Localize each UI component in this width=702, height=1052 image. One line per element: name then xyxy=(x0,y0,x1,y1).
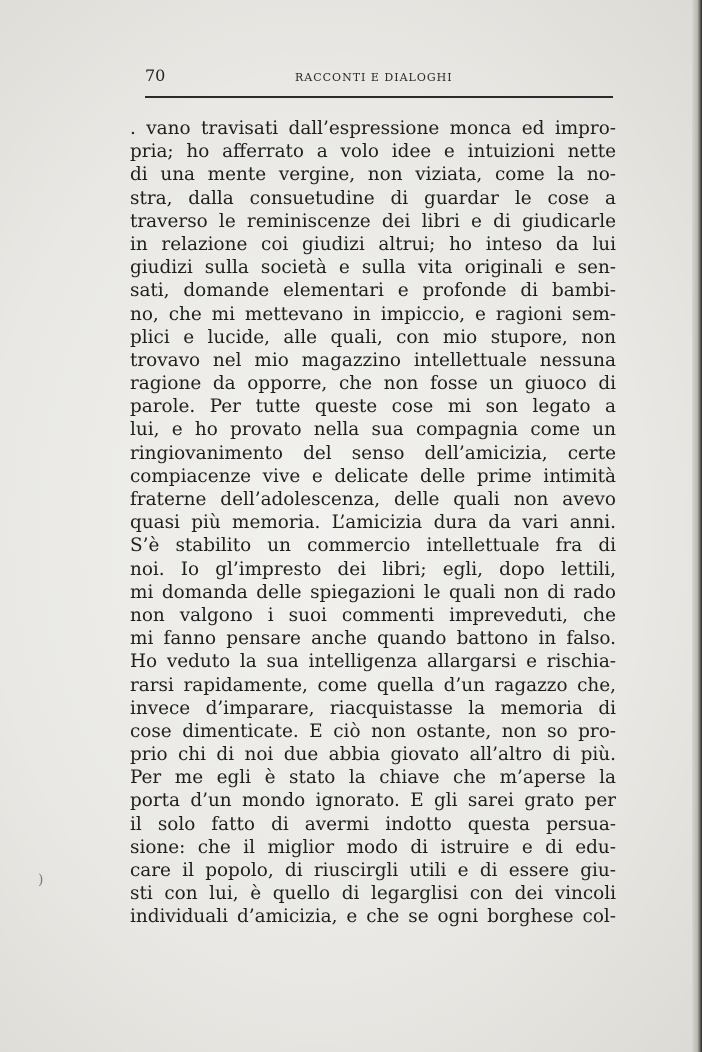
text-line: care il popolo, di riuscirgli utili e di essere giu- xyxy=(130,860,616,881)
text-line: giudizi sulla società e sulla vita originali e sen- xyxy=(130,257,616,279)
text-line: in relazione coi giudizi altrui; ho inteso da lui xyxy=(130,233,616,255)
text-line: invece d’imparare, riacquistasse la memoria di xyxy=(130,697,616,719)
running-title: RACCONTI E DIALOGHI xyxy=(295,71,453,84)
text-line: lui, e ho provato nella sua compagnia come un xyxy=(130,419,616,441)
text-line: fraterne dell’adolescenza, delle quali non avevo xyxy=(130,489,616,510)
text-line: prio chi di noi due abbia giovato all’altro di più. xyxy=(130,744,616,766)
text-line: plici e lucide, alle quali, con mio stupore, non xyxy=(130,326,616,348)
text-line: parole. Per tutte queste cose mi son legato a xyxy=(130,396,616,418)
text-line: trovavo nel mio magazzino intellettuale nessuna xyxy=(130,349,616,371)
text-line: individuali d’amicizia, e che se ogni borghese col- xyxy=(130,906,616,928)
text-line: quasi più memoria. L’amicizia dura da vari anni. xyxy=(130,512,616,534)
text-line: ringiovanimento del senso dell’amicizia, certe xyxy=(130,442,616,464)
text-line: Ho veduto la sua intelligenza allargarsi e rischia- xyxy=(130,651,616,673)
page-number: 70 xyxy=(145,66,166,85)
text-line: traverso le reminiscenze dei libri e di giudicarle xyxy=(130,210,616,232)
text-line: no, che mi mettevano in impiccio, e ragioni sem- xyxy=(130,303,616,325)
text-line: sti con lui, è quello di legarglisi con dei vincoli xyxy=(130,883,616,905)
text-line: rarsi rapidamente, come quella d’un ragazzo che, xyxy=(130,674,616,696)
text-line: Per me egli è stato la chiave che m’aperse la xyxy=(130,767,616,789)
text-line: il solo fatto di avermi indotto questa persua- xyxy=(130,813,616,835)
text-line: porta d’un mondo ignorato. E gli sarei grato per xyxy=(130,790,616,812)
text-line: S’è stabilito un commercio intellettuale fra di xyxy=(130,535,616,557)
header-rule xyxy=(145,96,613,98)
text-line: . vano travisati dall’espressione monca ed impro- xyxy=(130,118,616,139)
text-line: sati, domande elementari e profonde di bambi- xyxy=(130,280,616,302)
text-line: mi fanno pensare anche quando battono in falso. xyxy=(130,628,616,650)
text-line: stra, dalla consuetudine di guardar le cose a xyxy=(130,187,616,209)
text-line: non valgono i suoi commenti impreveduti, che xyxy=(130,604,616,626)
text-line: cose dimenticate. E ciò non ostante, non so pro- xyxy=(130,720,616,742)
text-line: ragione da opporre, che non fosse un giuoco di xyxy=(130,373,616,395)
text-line: noi. Io gl’impresto dei libri; egli, dopo lettili, xyxy=(130,558,616,580)
body-text xyxy=(130,117,616,929)
margin-mark: ) xyxy=(38,872,44,888)
text-line: pria; ho afferrato a volo idee e intuizioni nette xyxy=(130,141,616,163)
text-line: compiacenze vive e delicate delle prime intimità xyxy=(130,465,616,487)
text-line: mi domanda delle spiegazioni le quali non di rado xyxy=(130,581,616,603)
page-edge-shadow xyxy=(692,0,702,1052)
text-line: di una mente vergine, non viziata, come la no- xyxy=(130,164,616,186)
page-header xyxy=(145,66,613,90)
text-line: sione: che il miglior modo di istruire e di edu- xyxy=(130,836,616,858)
